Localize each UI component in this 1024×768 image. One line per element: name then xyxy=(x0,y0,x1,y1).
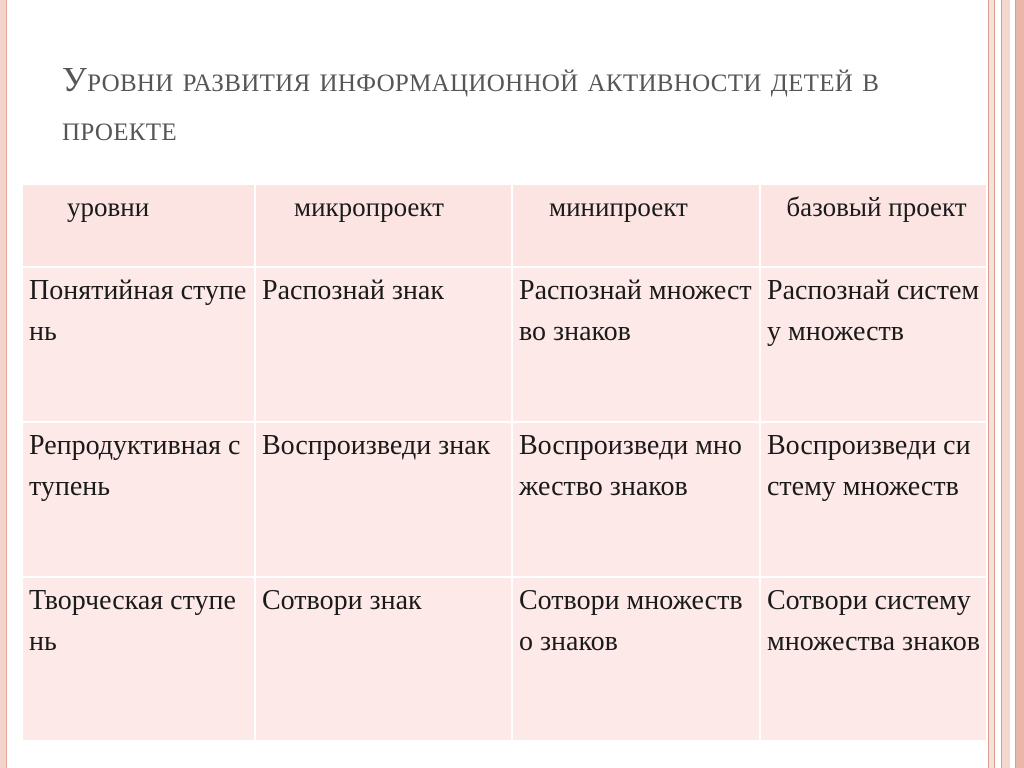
right-decor-stripe xyxy=(1015,0,1024,768)
table-cell: Понятийная ступень xyxy=(22,267,255,422)
table-row xyxy=(22,422,987,577)
header-cell-base-project: базовый проект xyxy=(760,184,987,267)
table-cell: Сотвори множество знаков xyxy=(512,577,760,741)
table-cell: Сотвори систему множества знаков xyxy=(760,577,987,741)
table-cell: Репродуктивная ступень xyxy=(22,422,255,577)
table-cell: Воспроизведи множество знаков xyxy=(512,422,760,577)
table-cell: Творческая ступень xyxy=(22,577,255,741)
table-cell: Распознай знак xyxy=(255,267,512,422)
slide-title: Уровни развития информационной активности детей в проекте xyxy=(62,60,880,148)
header-cell-microproject: микропроект xyxy=(255,184,512,267)
header-cell-miniproject: минипроект xyxy=(512,184,760,267)
table-row xyxy=(22,267,987,422)
right-decor-stripe xyxy=(988,0,995,768)
header-cell-levels: уровни xyxy=(22,184,255,267)
levels-table xyxy=(21,183,988,742)
left-decor-stripe xyxy=(0,0,7,768)
table-cell: Распознай систему множеств xyxy=(760,267,987,422)
table-cell: Распознай множество знаков xyxy=(512,267,760,422)
right-decor-stripe xyxy=(1001,0,1010,768)
table-row xyxy=(22,577,987,741)
levels-table-container xyxy=(21,183,986,731)
table-header-row xyxy=(22,184,987,267)
table-cell: Сотвори знак xyxy=(255,577,512,741)
table-cell: Воспроизведи знак xyxy=(255,422,512,577)
table-cell: Воспроизведи систему множеств xyxy=(760,422,987,577)
